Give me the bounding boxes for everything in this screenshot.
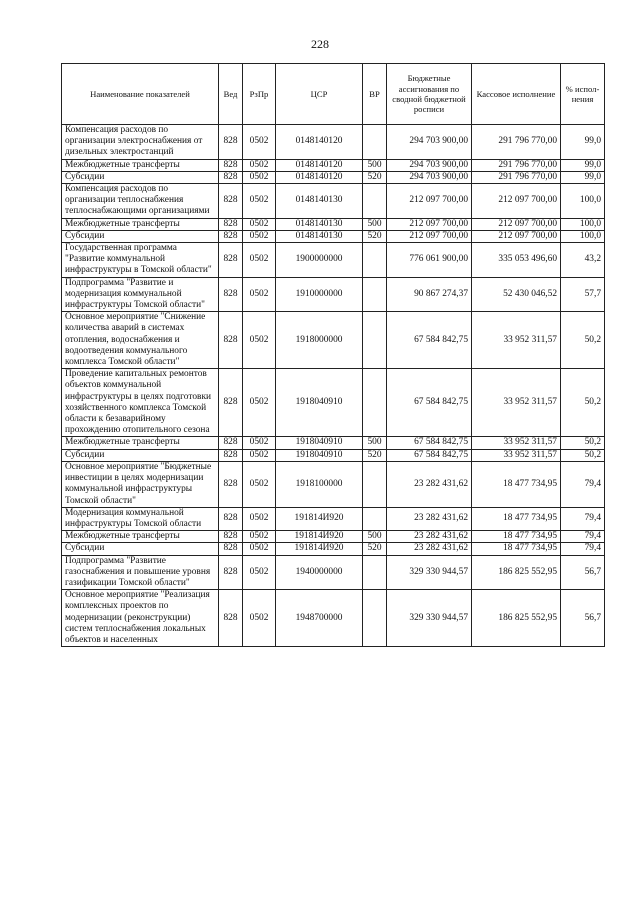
cell-name: Основное мероприятие "Реализация комплексных проектов по модернизации (реконструкции) систем теплоснабжения локальных объектов и населенных [62,590,219,647]
cell-name: Межбюджетные трансферты [62,437,219,449]
cell-name: Субсидии [62,543,219,555]
header-budget: Бюджетные ассигнования по сводной бюджетной росписи [387,64,472,125]
cell-rzpr: 0502 [243,243,276,278]
cell-pct: 79,4 [561,531,605,543]
cell-name: Подпрограмма "Развитие и модернизация коммунальной инфраструктуры Томской области" [62,277,219,312]
cell-csr: 1948700000 [276,590,363,647]
table-row [62,230,605,242]
cell-vr: 520 [363,171,387,183]
table-row [62,590,605,647]
table-row [62,125,605,160]
table-row [62,461,605,507]
cell-ved: 828 [219,125,243,160]
cell-pct: 56,7 [561,555,605,590]
cell-rzpr: 0502 [243,507,276,530]
cell-rzpr: 0502 [243,230,276,242]
cell-budget: 67 584 842,75 [387,312,472,369]
cell-vr [363,125,387,160]
cell-vr: 500 [363,531,387,543]
cell-csr: 1918040910 [276,369,363,437]
table-row [62,449,605,461]
cell-budget: 329 330 944,57 [387,555,472,590]
cell-name: Межбюджетные трансферты [62,531,219,543]
cell-rzpr: 0502 [243,125,276,160]
header-pct: % испол-нения [561,64,605,125]
cell-vr [363,277,387,312]
cell-pct: 50,2 [561,369,605,437]
cell-csr: 0148140130 [276,184,363,219]
header-rzpr: РзПр [243,64,276,125]
table-header-row [62,64,605,125]
cell-budget: 67 584 842,75 [387,369,472,437]
cell-vr [363,461,387,507]
cell-vr: 520 [363,230,387,242]
cell-vr: 500 [363,218,387,230]
cell-budget: 294 703 900,00 [387,171,472,183]
cell-vr [363,507,387,530]
cell-csr: 0148140130 [276,230,363,242]
cell-rzpr: 0502 [243,369,276,437]
cell-pct: 100,0 [561,218,605,230]
cell-ved: 828 [219,543,243,555]
cell-csr: 0148140120 [276,125,363,160]
table-row [62,159,605,171]
cell-rzpr: 0502 [243,184,276,219]
cell-budget: 776 061 900,00 [387,243,472,278]
page-number: 228 [311,37,329,51]
cell-cash: 33 952 311,57 [472,437,561,449]
cell-pct: 50,2 [561,437,605,449]
header-name: Наименование показателей [62,64,219,125]
cell-cash: 291 796 770,00 [472,125,561,160]
cell-cash: 18 477 734,95 [472,531,561,543]
cell-cash: 18 477 734,95 [472,507,561,530]
cell-name: Межбюджетные трансферты [62,218,219,230]
cell-csr: 191814И920 [276,531,363,543]
cell-cash: 186 825 552,95 [472,590,561,647]
cell-ved: 828 [219,277,243,312]
cell-csr: 1940000000 [276,555,363,590]
cell-rzpr: 0502 [243,277,276,312]
cell-vr [363,555,387,590]
cell-pct: 50,2 [561,449,605,461]
cell-name: Компенсация расходов по организации теплоснабжения теплоснабжающими организациями [62,184,219,219]
cell-rzpr: 0502 [243,590,276,647]
cell-cash: 33 952 311,57 [472,369,561,437]
budget-execution-table [61,63,605,647]
cell-name: Основное мероприятие "Бюджетные инвестиции в целях модернизации коммунальной инфраструктуры Томской области" [62,461,219,507]
cell-budget: 294 703 900,00 [387,125,472,160]
cell-vr [363,184,387,219]
cell-csr: 0148140120 [276,159,363,171]
cell-cash: 52 430 046,52 [472,277,561,312]
cell-ved: 828 [219,243,243,278]
table-row [62,171,605,183]
table-row [62,507,605,530]
cell-budget: 23 282 431,62 [387,461,472,507]
cell-ved: 828 [219,171,243,183]
cell-vr: 520 [363,543,387,555]
cell-pct: 99,0 [561,171,605,183]
table-row [62,277,605,312]
cell-budget: 212 097 700,00 [387,184,472,219]
cell-cash: 33 952 311,57 [472,449,561,461]
cell-csr: 191814И920 [276,507,363,530]
cell-cash: 212 097 700,00 [472,218,561,230]
cell-name: Компенсация расходов по организации электроснабжения от дизельных электростанций [62,125,219,160]
cell-rzpr: 0502 [243,555,276,590]
cell-name: Межбюджетные трансферты [62,159,219,171]
cell-pct: 79,4 [561,543,605,555]
cell-ved: 828 [219,230,243,242]
cell-vr: 500 [363,437,387,449]
cell-rzpr: 0502 [243,461,276,507]
cell-budget: 294 703 900,00 [387,159,472,171]
cell-cash: 212 097 700,00 [472,230,561,242]
cell-rzpr: 0502 [243,159,276,171]
cell-ved: 828 [219,531,243,543]
cell-budget: 212 097 700,00 [387,218,472,230]
cell-ved: 828 [219,369,243,437]
cell-ved: 828 [219,555,243,590]
cell-budget: 23 282 431,62 [387,507,472,530]
cell-ved: 828 [219,590,243,647]
cell-budget: 23 282 431,62 [387,543,472,555]
cell-pct: 79,4 [561,507,605,530]
cell-name: Основное мероприятие "Снижение количества аварий в системах отопления, водоснабжения и водоотведения коммунального комплекса Томской области" [62,312,219,369]
cell-name: Проведение капитальных ремонтов объектов коммунальной инфраструктуры в целях подготовки хозяйственного комплекса Томской области к безаварийному прохождению отопительного сезона [62,369,219,437]
table-row [62,437,605,449]
cell-pct: 79,4 [561,461,605,507]
cell-cash: 18 477 734,95 [472,461,561,507]
cell-csr: 1900000000 [276,243,363,278]
cell-cash: 33 952 311,57 [472,312,561,369]
cell-budget: 23 282 431,62 [387,531,472,543]
cell-ved: 828 [219,507,243,530]
table-row [62,243,605,278]
header-csr: ЦСР [276,64,363,125]
cell-rzpr: 0502 [243,543,276,555]
table-row [62,184,605,219]
table-body [62,125,605,647]
table-row [62,555,605,590]
cell-pct: 99,0 [561,125,605,160]
cell-budget: 67 584 842,75 [387,449,472,461]
cell-ved: 828 [219,218,243,230]
cell-vr [363,590,387,647]
cell-rzpr: 0502 [243,449,276,461]
table-row [62,312,605,369]
cell-csr: 1918040910 [276,449,363,461]
cell-csr: 0148140120 [276,171,363,183]
cell-cash: 291 796 770,00 [472,159,561,171]
cell-cash: 18 477 734,95 [472,543,561,555]
cell-cash: 186 825 552,95 [472,555,561,590]
cell-csr: 1918000000 [276,312,363,369]
cell-pct: 43,2 [561,243,605,278]
cell-rzpr: 0502 [243,312,276,369]
cell-pct: 50,2 [561,312,605,369]
cell-vr: 500 [363,159,387,171]
cell-csr: 1910000000 [276,277,363,312]
table-row [62,218,605,230]
cell-name: Субсидии [62,230,219,242]
cell-pct: 99,0 [561,159,605,171]
header-cash: Кассовое исполнение [472,64,561,125]
header-ved: Вед [219,64,243,125]
cell-rzpr: 0502 [243,437,276,449]
cell-ved: 828 [219,461,243,507]
cell-name: Субсидии [62,171,219,183]
cell-name: Подпрограмма "Развитие газоснабжения и повышение уровня газификации Томской области" [62,555,219,590]
cell-ved: 828 [219,312,243,369]
cell-pct: 100,0 [561,184,605,219]
cell-vr: 520 [363,449,387,461]
cell-pct: 100,0 [561,230,605,242]
cell-vr [363,312,387,369]
cell-rzpr: 0502 [243,171,276,183]
cell-name: Государственная программа "Развитие коммунальной инфраструктуры в Томской области" [62,243,219,278]
cell-budget: 90 867 274,37 [387,277,472,312]
cell-pct: 56,7 [561,590,605,647]
cell-budget: 329 330 944,57 [387,590,472,647]
cell-pct: 57,7 [561,277,605,312]
cell-cash: 212 097 700,00 [472,184,561,219]
cell-budget: 212 097 700,00 [387,230,472,242]
cell-vr [363,369,387,437]
cell-budget: 67 584 842,75 [387,437,472,449]
cell-csr: 191814И920 [276,543,363,555]
cell-cash: 291 796 770,00 [472,171,561,183]
cell-rzpr: 0502 [243,531,276,543]
cell-csr: 1918100000 [276,461,363,507]
cell-csr: 1918040910 [276,437,363,449]
cell-csr: 0148140130 [276,218,363,230]
table-row [62,543,605,555]
cell-vr [363,243,387,278]
cell-ved: 828 [219,159,243,171]
table-row [62,369,605,437]
table-row [62,531,605,543]
cell-ved: 828 [219,437,243,449]
cell-ved: 828 [219,449,243,461]
cell-cash: 335 053 496,60 [472,243,561,278]
cell-ved: 828 [219,184,243,219]
cell-rzpr: 0502 [243,218,276,230]
header-vr: ВР [363,64,387,125]
cell-name: Модернизация коммунальной инфраструктуры Томской области [62,507,219,530]
cell-name: Субсидии [62,449,219,461]
